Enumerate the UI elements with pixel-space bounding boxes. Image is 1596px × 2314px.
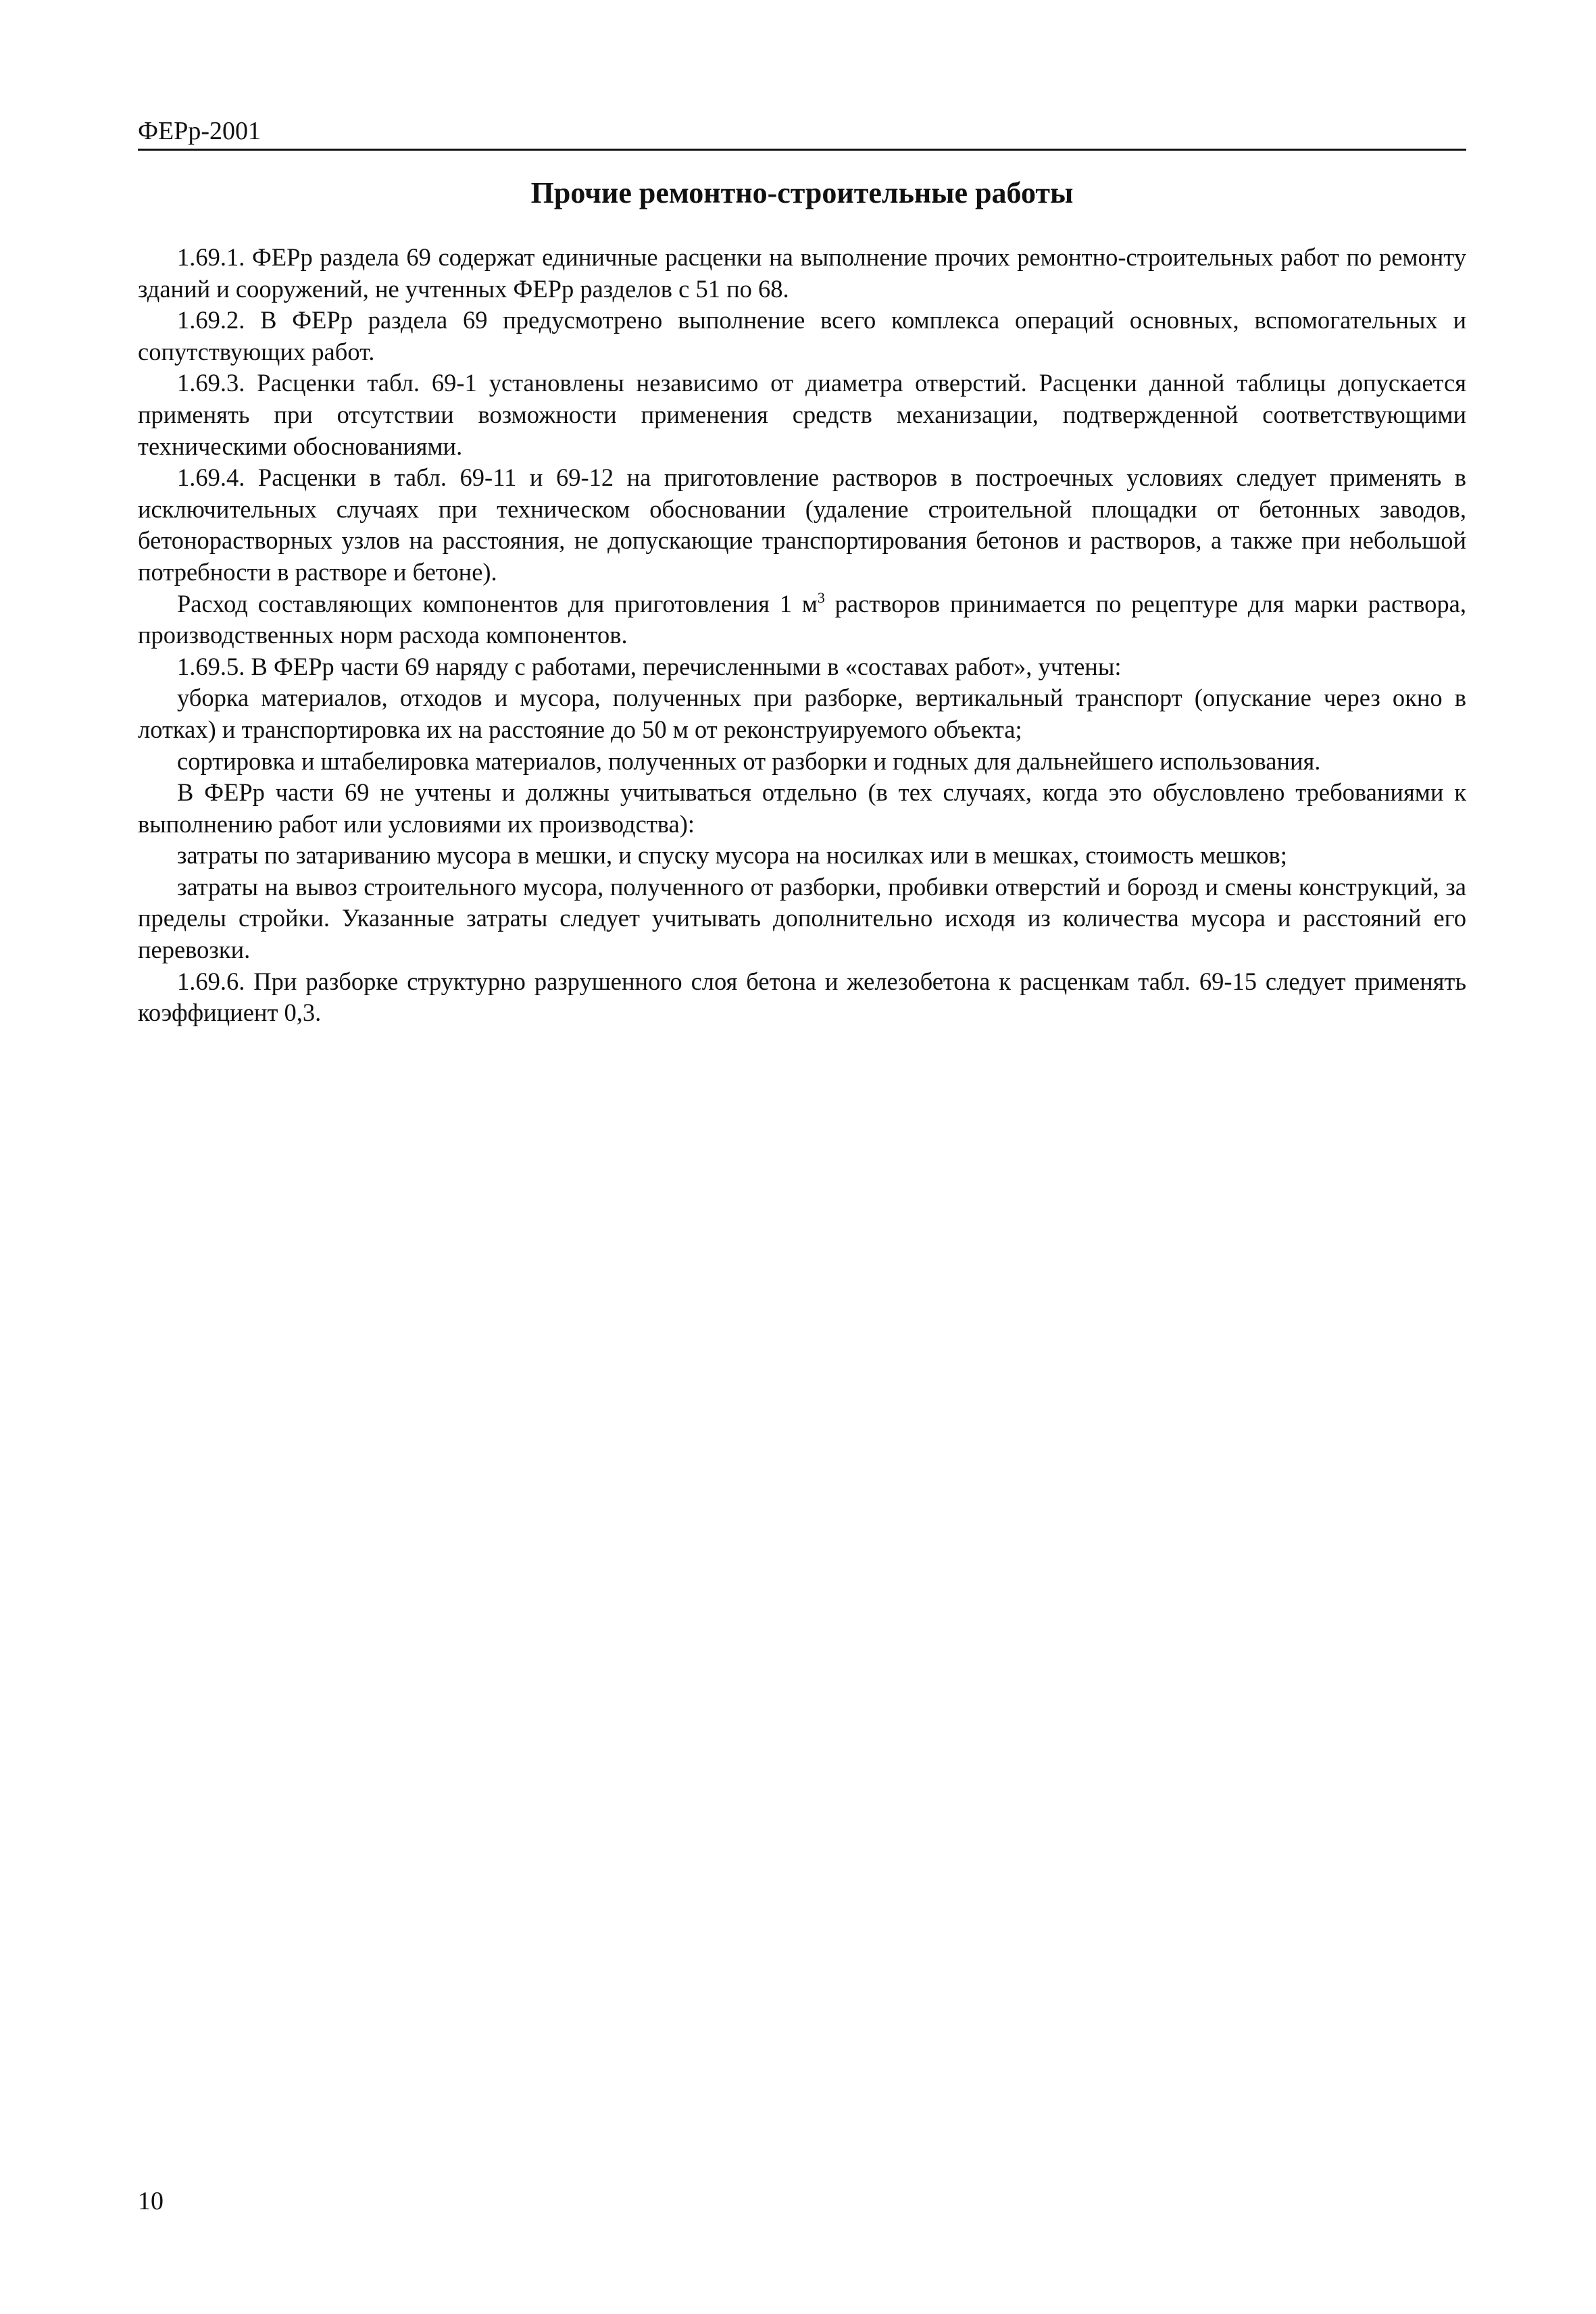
document-code: ФЕРр-2001: [138, 117, 261, 145]
paragraph-1-69-6: 1.69.6. При разборке структурно разрушенного слоя бетона и железобетона к расценкам табл. 69-15 следует применять коэффициент 0,3.: [138, 967, 1466, 1027]
running-header: [138, 115, 1466, 151]
paragraph-1-69-3: 1.69.3. Расценки табл. 69-1 установлены независимо от диаметра отверстий. Расценки данной таблицы допускается применять при отсутствии возможности применения средств механизации, подтвержденной соответствующими техническими обоснованиями.: [138, 369, 1466, 460]
cubic-superscript: 3: [817, 588, 825, 606]
paragraph-1-69-5: 1.69.5. В ФЕРр части 69 наряду с работами, перечисленными в «составах работ», учтены:: [177, 652, 1122, 680]
excluded-item-removal: затраты на вывоз строительного мусора, полученного от разборки, пробивки отверстий и борозд и смены конструкций, за пределы стройки. Указанные затраты следует учитывать дополнительно исходя из количества мусора и расстояний его перевозки.: [138, 872, 1466, 964]
section-title: Прочие ремонтно-строительные работы: [530, 176, 1074, 209]
paragraph-1-69-2: 1.69.2. В ФЕРр раздела 69 предусмотрено выполнение всего комплекса операций основных, вспомогательных и сопутствующих работ.: [138, 306, 1466, 366]
mortar-text-start: Расход составляющих компонентов для приготовления 1 м: [177, 589, 818, 618]
paragraph-not-included: В ФЕРр части 69 не учтены и должны учитываться отдельно (в тех случаях, когда это обусловлено требованиями к выполнению работ или условиями их производства):: [138, 778, 1466, 838]
page-number: 10: [138, 2187, 164, 2215]
mortar-text-end: растворов принимается по рецептуре для марки раствора, производственных норм расхода компонентов.: [138, 589, 1467, 649]
included-item-sorting: сортировка и штабелировка материалов, полученных от разборки и годных для дальнейшего использования.: [177, 747, 1321, 775]
paragraph-1-69-1: 1.69.1. ФЕРр раздела 69 содержат единичные расценки на выполнение прочих ремонтно-строительных работ по ремонту зданий и сооружений, не учтенных ФЕРр разделов с 51 по 68.: [138, 243, 1466, 303]
paragraph-1-69-4: 1.69.4. Расценки в табл. 69-11 и 69-12 на приготовление растворов в построечных условиях следует применять в исключительных случаях при техническом обосновании (удаление строительной площадки от бетонных заводов, бетонорастворных узлов на расстояния, не допускающие транспортирования бетонов и растворов, а также при небольшой потребности в растворе и бетоне).: [138, 463, 1466, 586]
paragraph-mortar-consumption: [138, 588, 1466, 651]
included-item-cleanup: уборка материалов, отходов и мусора, полученных при разборке, вертикальный транспорт (опускание через окно в лотках) и транспортировка их на расстояние до 50 м от реконструируемого объекта;: [138, 684, 1466, 743]
excluded-item-bagging: затраты по затариванию мусора в мешки, и спуску мусора на носилках или в мешках, стоимость мешков;: [177, 841, 1287, 870]
document-body: [138, 242, 1466, 1029]
